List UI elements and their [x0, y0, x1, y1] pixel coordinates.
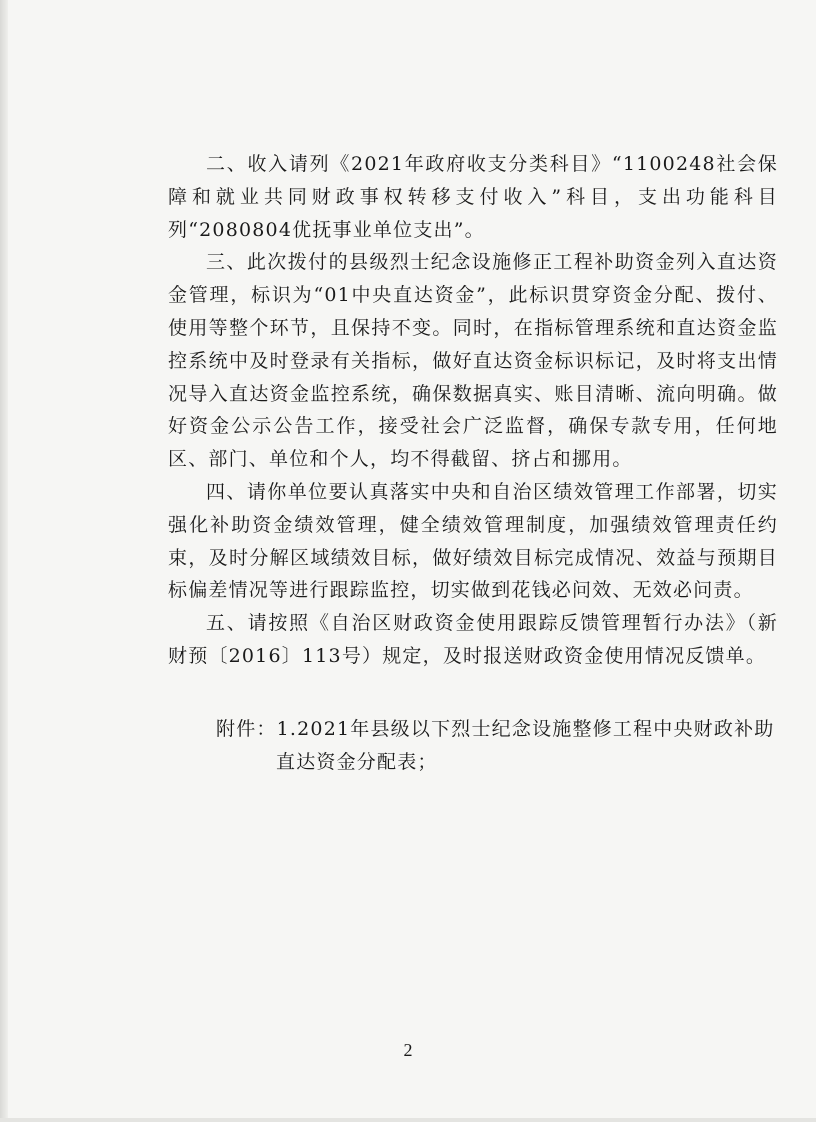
paragraph-performance-management: 四、请你单位要认真落实中央和自治区绩效管理工作部署，切实强化补助资金绩效管理，健全绩效管理制度，加强绩效管理责任约束，及时分解区域绩效目标，做好绩效目标完成情况、效益与预期目标偏差情况等进行跟踪监控，切实做到花钱必问效、无效必问责。 [168, 480, 778, 602]
document-body [168, 148, 778, 779]
attachment-list: 附件：1.2021年县级以下烈士纪念设施整修工程中央财政补助直达资金分配表； [216, 717, 775, 773]
paragraph-income-classification: 二、收入请列《2021年政府收支分类科目》“1100248社会保障和就业共同财政事权转移支付收入”科目，支出功能科目列“2080804优抚事业单位支出”。 [168, 153, 778, 241]
scan-edge [0, 0, 8, 1122]
paragraph-direct-funds-management: 三、此次拨付的县级烈士纪念设施修正工程补助资金列入直达资金管理，标识为“01中央直达资金”，此标识贯穿资金分配、拨付、使用等整个环节，且保持不变。同时，在指标管理系统和直达资金监控系统中及时登录有关指标，做好直达资金标识标记，及时将支出情况导入直达资金监控系统，确保数据真实、账目清晰、流向明确。做好资金公示公告工作，接受社会广泛监督，确保专款专用，任何地区、部门、单位和个人，均不得截留、挤占和挪用。 [168, 251, 778, 471]
page-number: 2 [403, 1040, 413, 1060]
page-bottom-edge [0, 1118, 816, 1122]
paragraph-feedback-reporting: 五、请按照《自治区财政资金使用跟踪反馈管理暂行办法》（新财预〔2016〕113号）规定，及时报送财政资金使用情况反馈单。 [168, 612, 778, 667]
